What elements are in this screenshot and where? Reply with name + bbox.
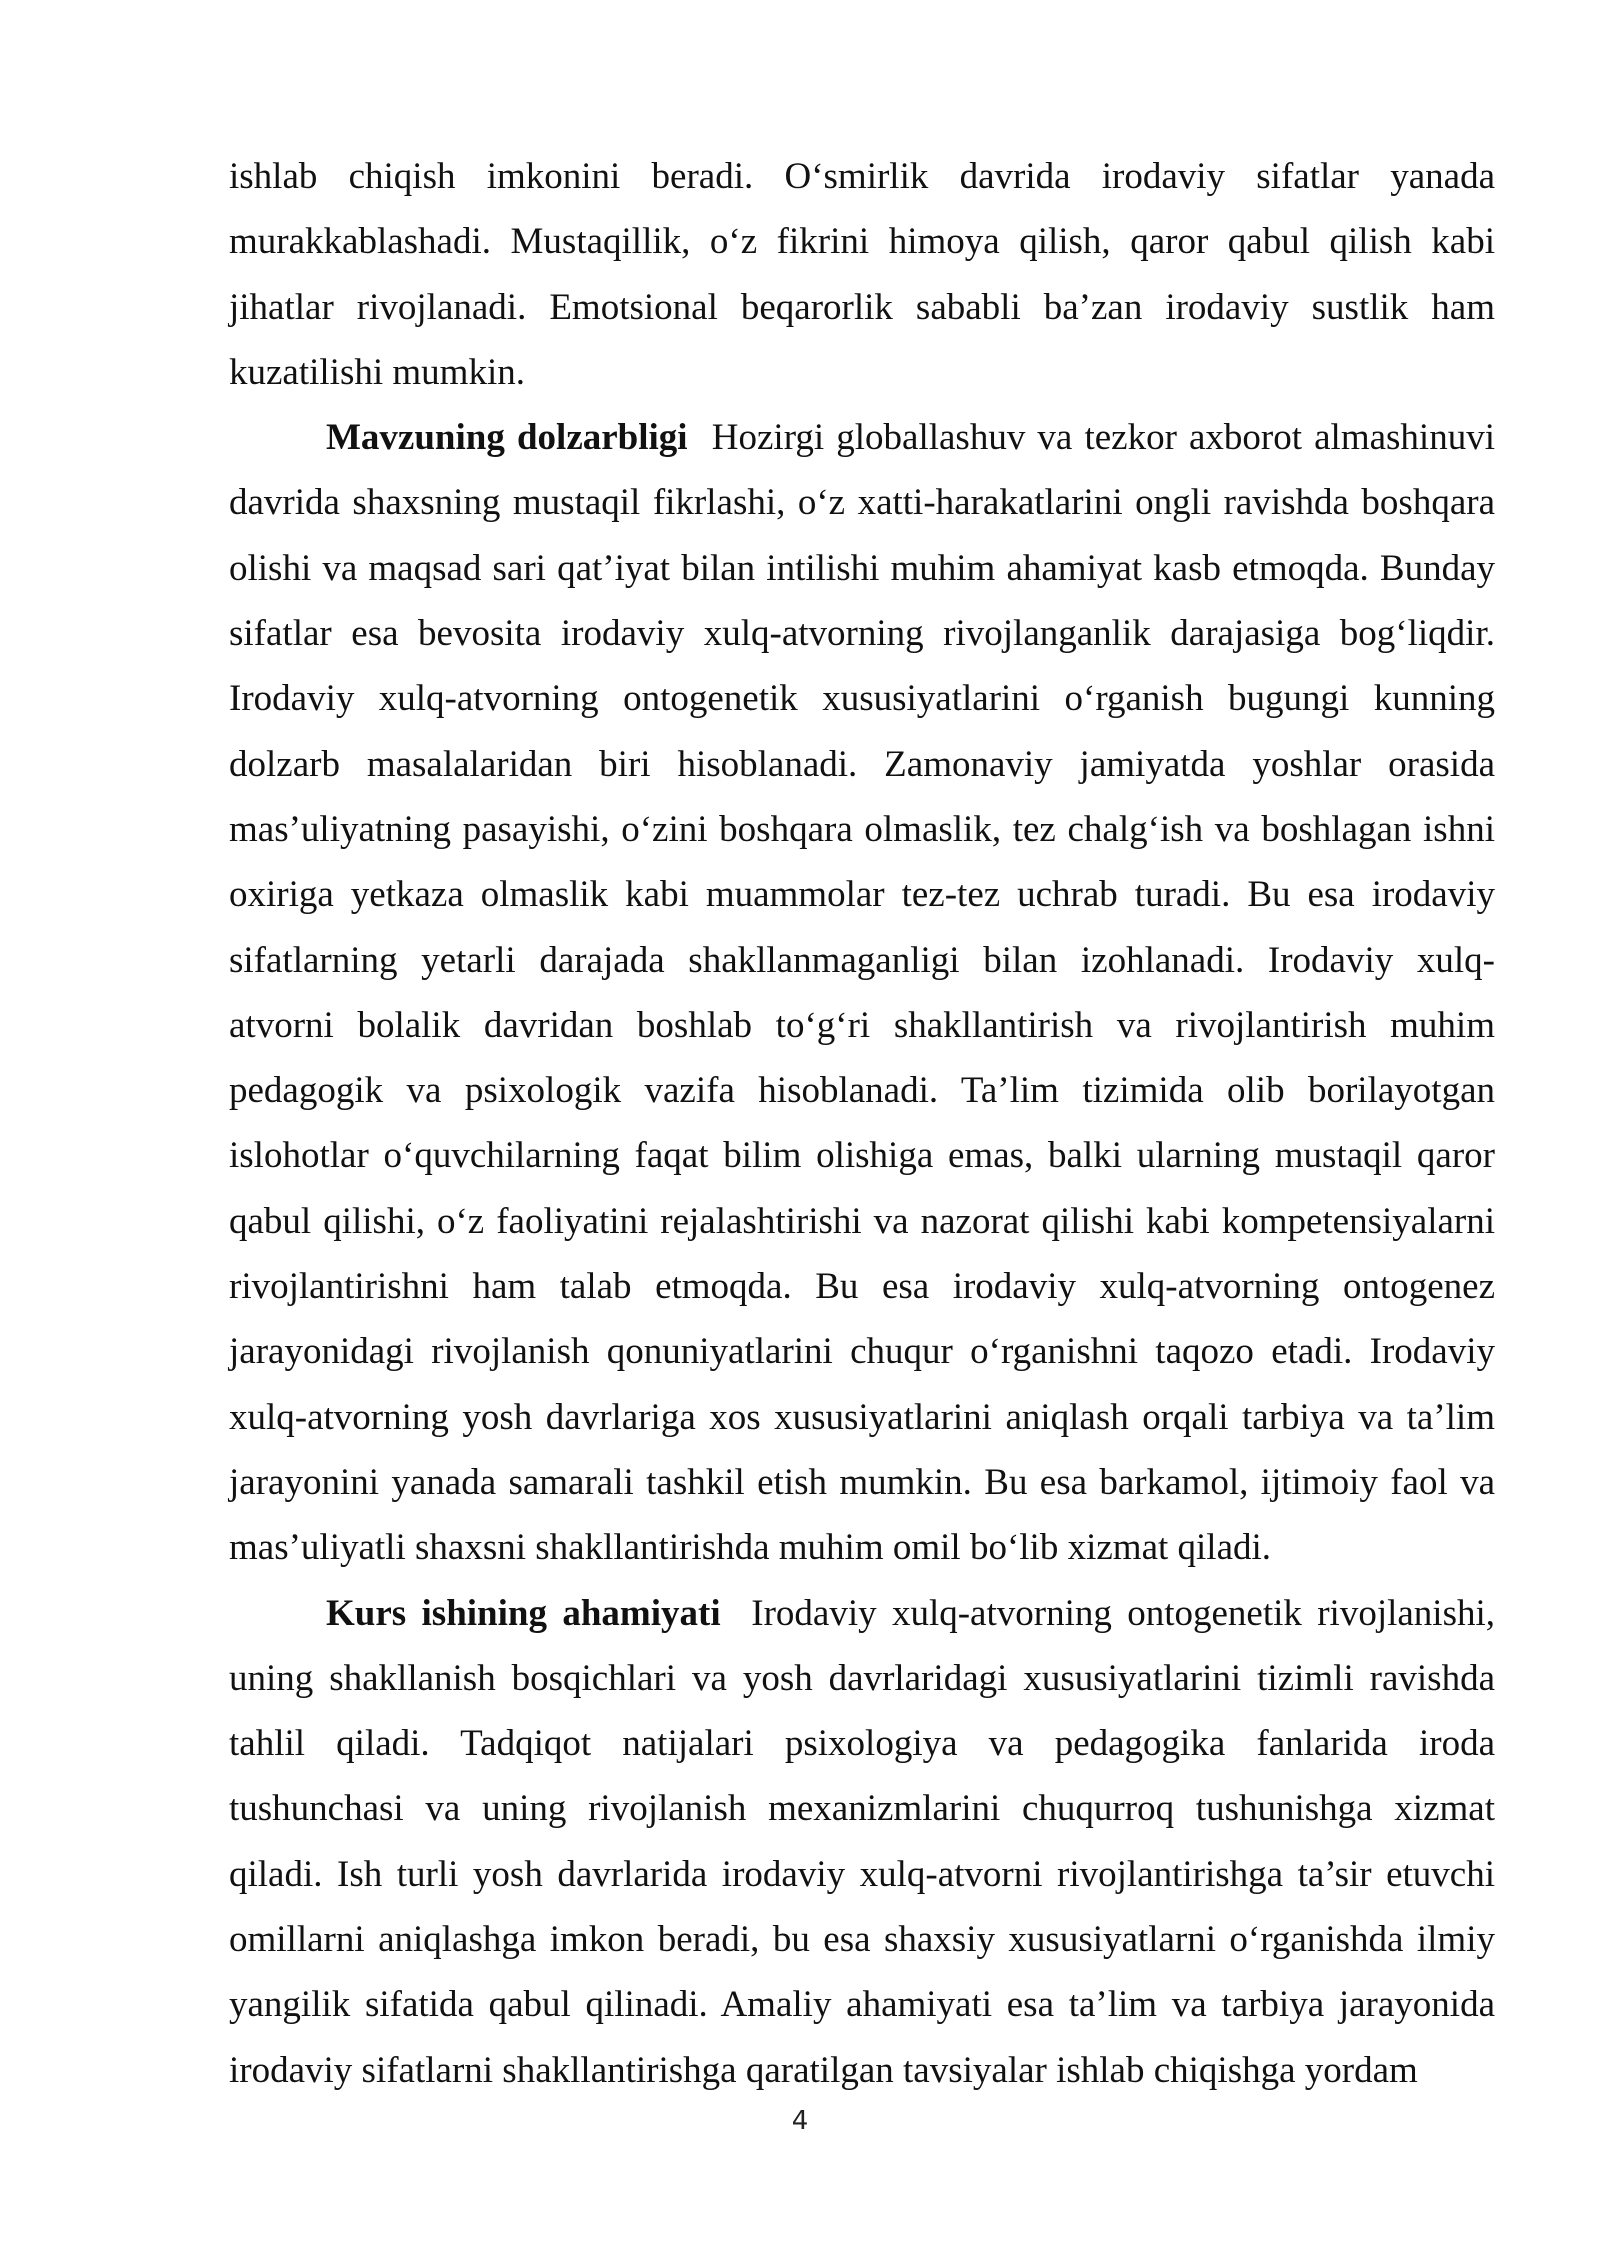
page-number: 4 (791, 2106, 809, 2136)
body-text (229, 144, 1495, 2103)
paragraph-text: Irodaviy xulq-atvorning ontogenetik rivojlanishi, uning shakllanish bosqichlari va yosh davrlaridagi xususiyatlarini tizimli ravishda tahlil qiladi. Tadqiqot natijalari psixologiya va pedagogika fanlarida iroda tushunchasi va uning rivojlanish mexanizmlarini chuqurroq tushunishga xizmat qiladi. Ish turli yosh davrlarida irodaviy xulq-atvorni rivojlantirishga ta’sir etuvchi omillarni aniqlashga imkon beradi, bu esa shaxsiy xususiyatlarni o‘rganishda ilmiy yangilik sifatida qabul qilinadi. Amaliy ahamiyati esa ta’lim va tarbiya jarayonida irodaviy sifatlarni shakllantirishga qaratilgan tavsiyalar ishlab chiqishga yordam (229, 1592, 1496, 2091)
paragraph-text: ishlab chiqish imkonini beradi. O‘smirlik davrida irodaviy sifatlar yanada murakkablashadi. Mustaqillik, o‘z fikrini himoya qilish, qaror qabul qilish kabi jihatlar rivojlanadi. Emotsional beqarorlik sababli ba’zan irodaviy sustlik ham kuzatilishi mumkin. (229, 156, 1495, 393)
paragraph-text: Hozirgi globallashuv va tezkor axborot almashinuvi davrida shaxsning mustaqil fikrlashi, o‘z xatti-harakatlarini ongli ravishda boshqara olishi va maqsad sari qat’iyat bilan intilishi muhim ahamiyat kasb etmoqda. Bunday sifatlar esa bevosita irodaviy xulq-atvorning rivojlanganlik darajasiga bog‘liqdir. Irodaviy xulq-atvorning ontogenetik xususiyatlarini o‘rganish bugungi kunning dolzarb masalalaridan biri hisoblanadi. Zamonaviy jamiyatda yoshlar orasida mas’uliyatning pasayishi, o‘zini boshqara olmaslik, tez chalg‘ish va boshlagan ishni oxiriga yetkaza olmaslik kabi muammolar tez-tez uchrab turadi. Bu esa irodaviy sifatlarning yetarli darajada shakllanmaganligi bilan izohlanadi. Irodaviy xulq-atvorni bolalik davridan boshlab to‘g‘ri shakllantirish va rivojlantirish muhim pedagogik va psixologik vazifa hisoblanadi. Ta’lim tizimida olib borilayotgan islohotlar o‘quvchilarning faqat bilim olishiga emas, balki ularning mustaqil qaror qabul qilishi, o‘z faoliyatini rejalashtirishi va nazorat qilishi kabi kompetensiyalarni rivojlantirishni ham talab etmoqda. Bu esa irodaviy xulq-atvorning ontogenez jarayonidagi rivojlanish qonuniyatlarini chuqur o‘rganishni taqozo etadi. Irodaviy xulq-atvorning yosh davrlariga xos xususiyatlarini aniqlash orqali tarbiya va ta’lim jarayonini yanada samarali tashkil etish mumkin. Bu esa barkamol, ijtimoiy faol va mas’uliyatli shaxsni shakllantirishda muhim omil bo‘lib xizmat qiladi. (229, 417, 1495, 1569)
paragraph-relevance (229, 405, 1495, 1580)
section-heading-significance: Kurs ishining ahamiyati (326, 1592, 721, 1634)
paragraph-significance (229, 1581, 1495, 2103)
section-heading-relevance: Mavzuning dolzarbligi (326, 417, 688, 459)
paragraph-continuation (229, 144, 1495, 405)
